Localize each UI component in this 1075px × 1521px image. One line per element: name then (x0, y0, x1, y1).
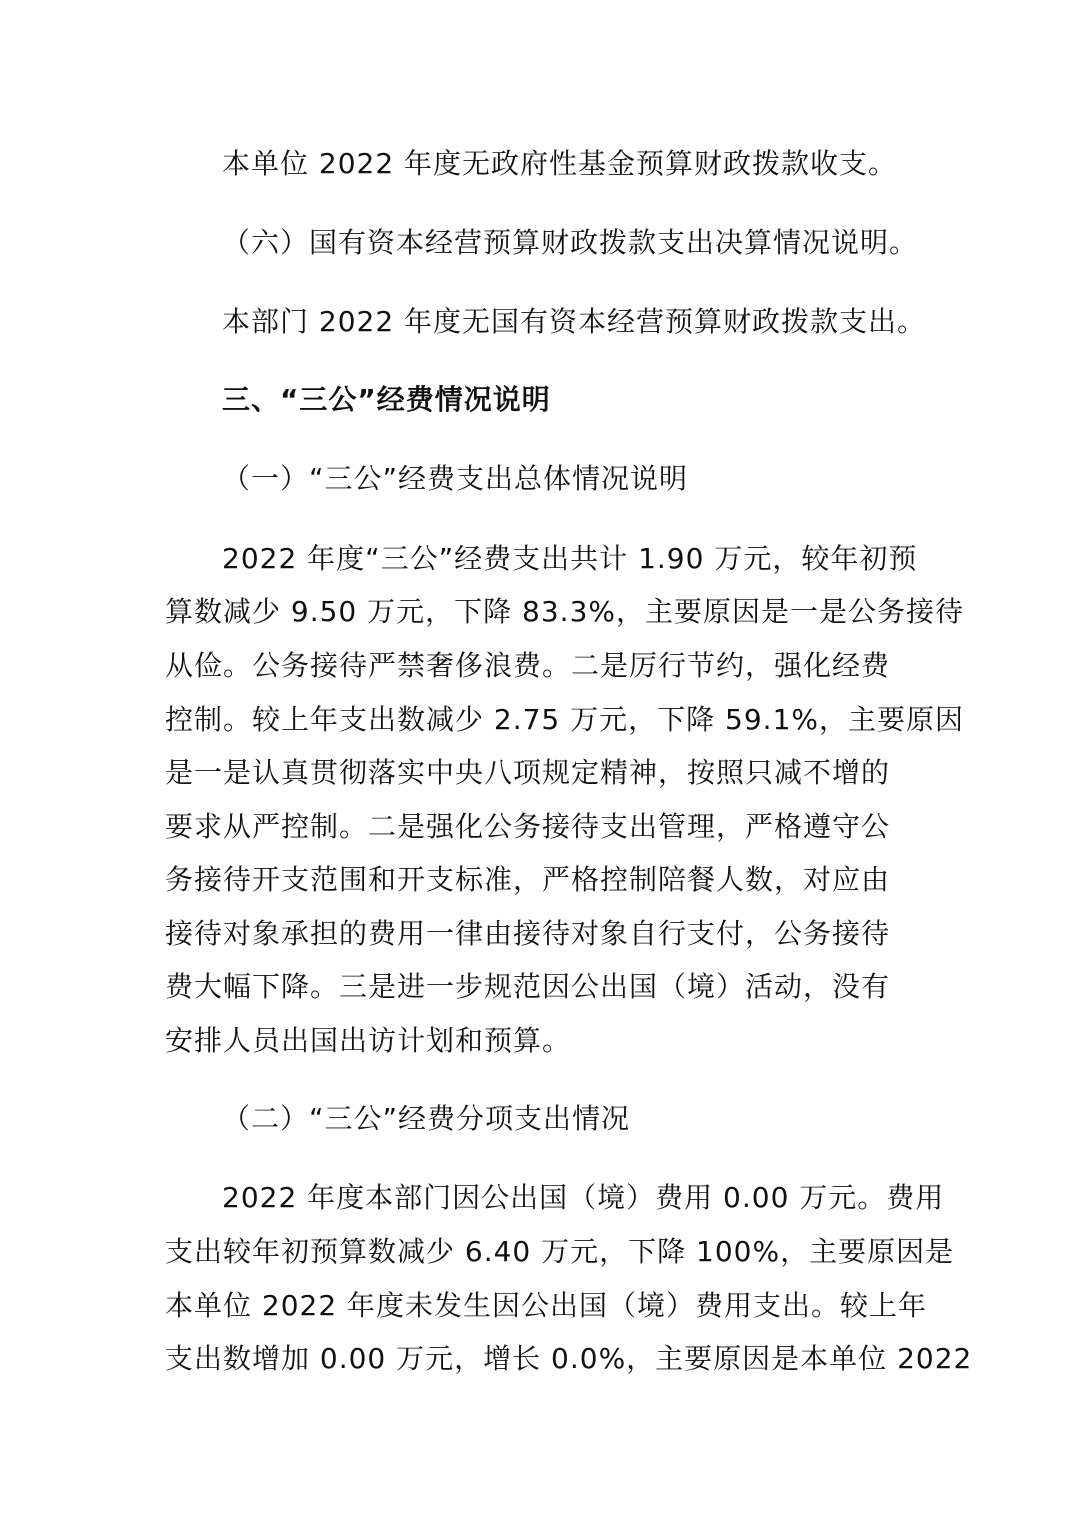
paragraph-line: 接待对象承担的费用一律由接待对象自行支付，公务接待 (165, 917, 891, 950)
paragraph-line: 支出数增加 0.00 万元，增长 0.0%，主要原因是本单位 2022 (165, 1342, 973, 1375)
subheading-overall: （一）“三公”经费支出总体情况说明 (222, 462, 689, 495)
paragraph-line: 务接待开支范围和开支标准，严格控制陪餐人数，对应由 (165, 863, 891, 896)
paragraph-line: 算数减少 9.50 万元，下降 83.3%，主要原因是一是公务接待 (165, 595, 964, 628)
paragraph-line: 本单位 2022 年度未发生因公出国（境）费用支出。较上年 (165, 1289, 928, 1322)
paragraph-line: 安排人员出国出访计划和预算。 (165, 1024, 572, 1057)
paragraph-line: 要求从严控制。二是强化公务接待支出管理，严格遵守公 (165, 810, 891, 843)
subheading-itemized: （二）“三公”经费分项支出情况 (222, 1102, 631, 1135)
section-heading-three-public: 三、“三公”经费情况说明 (222, 383, 551, 416)
text-line-state-capital: 本部门 2022 年度无国有资本经营预算财政拨款支出。 (222, 305, 927, 338)
paragraph-line: 2022 年度本部门因公出国（境）费用 0.00 万元。费用 (222, 1181, 945, 1214)
text-line-fund-budget: 本单位 2022 年度无政府性基金预算财政拨款收支。 (222, 147, 898, 180)
paragraph-line: 是一是认真贯彻落实中央八项规定精神，按照只减不增的 (165, 756, 891, 789)
paragraph-line: 费大幅下降。三是进一步规范因公出国（境）活动，没有 (165, 970, 891, 1003)
paragraph-line: 从俭。公务接待严禁奢侈浪费。二是厉行节约，强化经费 (165, 649, 891, 682)
paragraph-line: 2022 年度“三公”经费支出共计 1.90 万元，较年初预 (222, 542, 918, 575)
paragraph-line: 支出较年初预算数减少 6.40 万元，下降 100%，主要原因是 (165, 1235, 955, 1268)
paragraph-line: 控制。较上年支出数减少 2.75 万元，下降 59.1%，主要原因 (165, 703, 964, 736)
subheading-state-capital: （六）国有资本经营预算财政拨款支出决算情况说明。 (222, 226, 919, 259)
